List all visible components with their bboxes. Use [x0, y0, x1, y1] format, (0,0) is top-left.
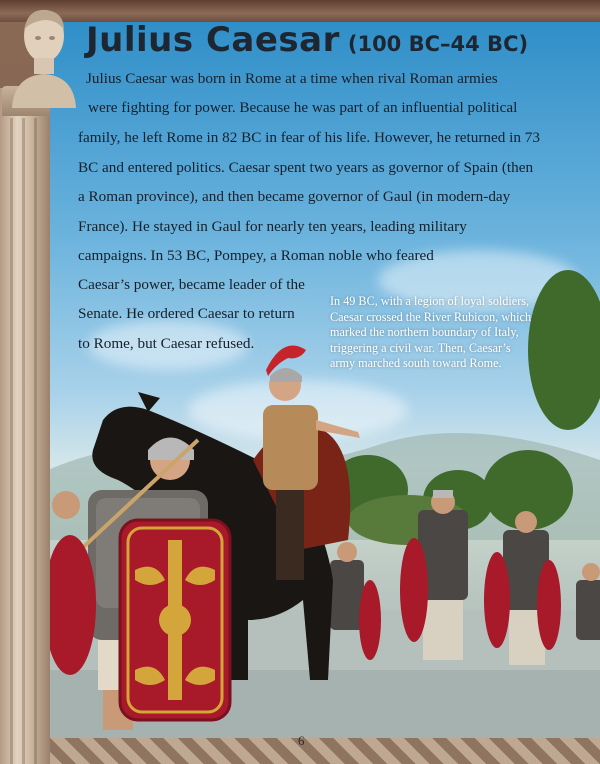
body-line: Julius Caesar was born in Rome at a time when rival Roman armies — [86, 70, 498, 87]
mosaic-floor-border — [48, 738, 600, 764]
lifespan-dates: (100 BC–44 BC) — [347, 32, 529, 56]
body-line: BC and entered politics. Caesar spent two years as governor of Spain (then — [78, 159, 534, 176]
page-number: 6 — [298, 733, 305, 748]
body-line: campaigns. In 53 BC, Pompey, a Roman noble who feared — [78, 247, 434, 264]
stone-column — [0, 88, 50, 764]
body-line: Senate. He ordered Caesar to return — [78, 305, 295, 322]
page-heading — [86, 20, 528, 60]
body-line: Caesar’s power, became leader of the — [78, 276, 305, 293]
roman-shield — [120, 520, 230, 720]
body-line: were fighting for power. Because he was part of an influential political — [88, 99, 518, 116]
top-border — [0, 0, 600, 22]
caesar-bust-icon — [8, 0, 78, 108]
page-title: Julius Caesar — [86, 20, 340, 60]
body-line: family, he left Rome in 82 BC in fear of his life. However, he returned in 73 — [78, 129, 540, 146]
body-line: to Rome, but Caesar refused. — [78, 335, 255, 352]
body-line: France). He stayed in Gaul for nearly ten years, leading military — [78, 218, 467, 235]
body-line: a Roman province), and then became governor of Gaul (in modern-day — [78, 188, 511, 205]
illustration-caption: In 49 BC, with a legion of loyal soldiers, Caesar crossed the River Rubicon, which marked the northern boundary of Italy, triggering a civil war. Then, Caesar’s army marched south toward Rome. — [330, 294, 532, 371]
